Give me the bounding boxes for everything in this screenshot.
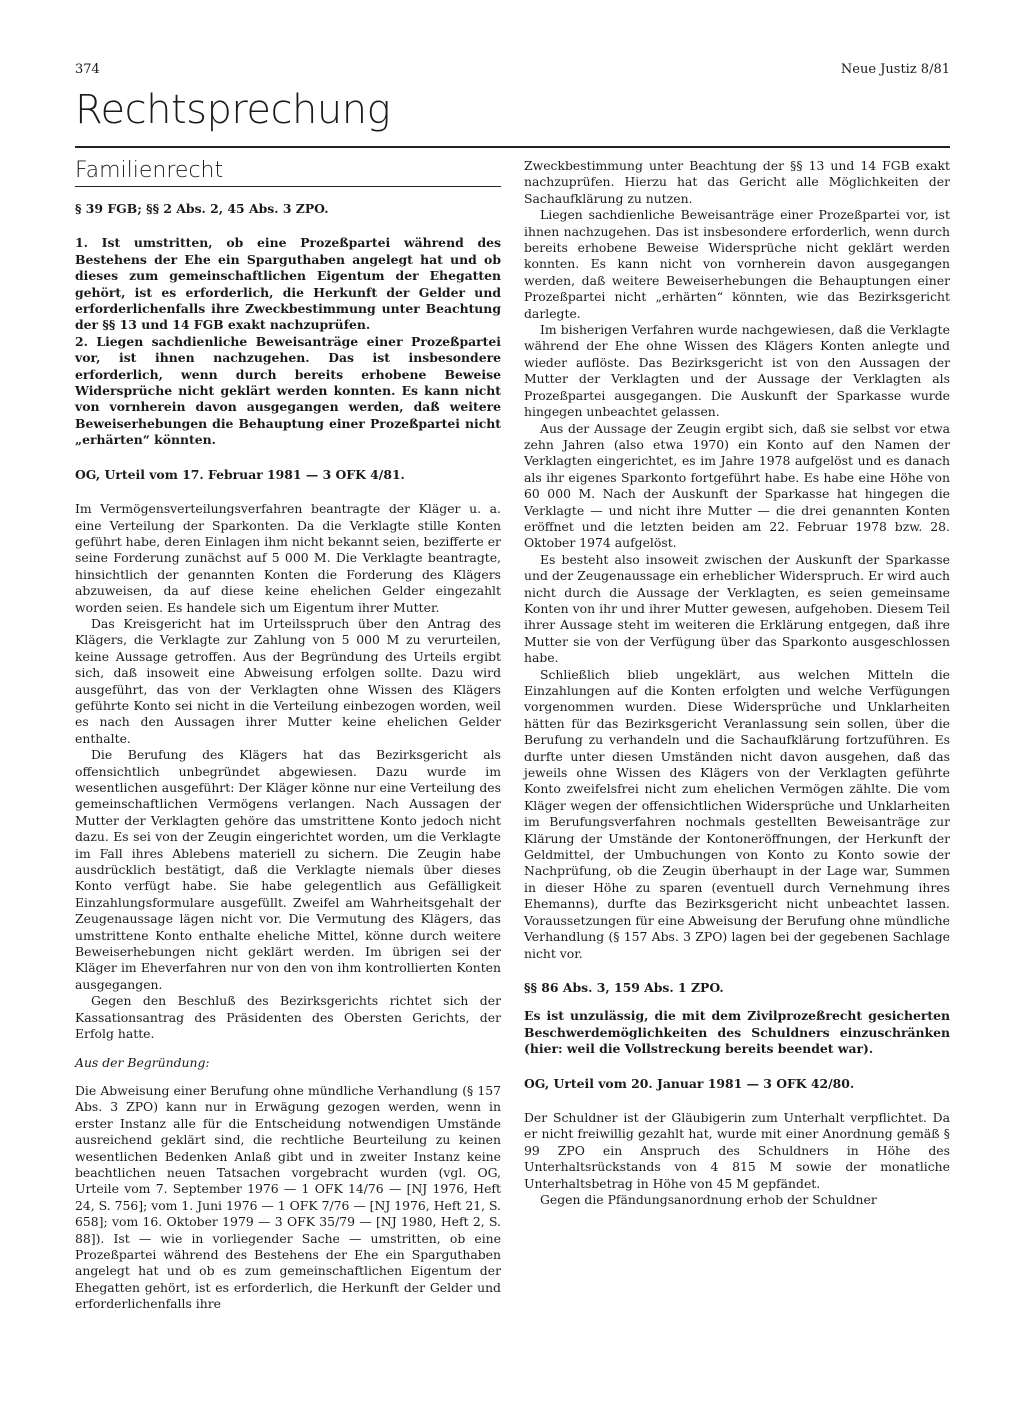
case1-norms: § 39 FGB; §§ 2 Abs. 2, 45 Abs. 3 ZPO. (75, 201, 329, 216)
case1-reasons-paragraph: Aus der Aussage der Zeugin ergibt sich, daß sie selbst vor etwa zehn Jahren (also etwa 1970) ein Konto auf den Namen der Verklagten eingerichtet, es im Jahre 1978 aufgelöst und es danach als ihr eigenes Sparkonto fortgeführt habe. Es habe eine Höhe von 60 000 M. Nach der Auskunft der Sparkasse hat hingegen die Verklagte — und nicht ihre Mutter — die drei genannten Konten eröffnet und die letzten beiden am 22. Februar 1978 bzw. 28. Oktober 1974 aufgelöst. (524, 420, 950, 551)
case1-paragraph: Die Berufung des Klägers hat das Bezirksgericht als offensichtlich unbegründet abgewiesen. Dazu wurde im wesentlichen ausgeführt: Der Kläger könne nur eine Verteilung des gemeinschaftlichen Vermögens verlangen. Nach Aussagen der Mutter der Verklagten gehöre das umstrittene Konto jedoch nicht dazu. Es sei von der Zeugin eingerichtet worden, um die Verklagte im Fall ihres Ablebens materiell zu sichern. Die Zeugin habe ausdrücklich bestätigt, daß die Verklagte niemals über dieses Konto verfügt habe. Sie habe gelegentlich aus Gefälligkeit Einzahlungsformulare ausgefüllt. Zweifel am Wahrheitsgehalt der Zeugenaussage lägen nicht vor. Die Vermutung des Klägers, das umstrittene Konto enthalte eheliche Mittel, könne durch weitere Beweiserhebungen nicht geklärt werden. Im übrigen sei der Kläger im Eheverfahren nur von den von ihm kontrollierten Konten ausgegangen. (75, 747, 501, 992)
case1-reasons-paragraph: Schließlich blieb ungeklärt, aus welchen Mitteln die Einzahlungen auf die Konten erfolgten und welche Verfügungen vorgenommen wurden. Diese Widersprüche und Unklarheiten hätten für das Bezirksgericht Veranlassung sein sollen, über die Berufung zu verhandeln und die Sachaufklärung fortzuführen. Es durfte unter diesen Umständen nicht davon ausgehen, daß das jeweils ohne Wissen des Klägers von der Verklagten geführte Konto zweifelsfrei nicht zum ehelichen Vermögen zählte. Die vom Kläger wegen der offensichtlichen Widersprüche und Unklarheiten im Berufungsverfahren nochmals gestellten Beweisanträge zur Klärung der Umstände der Kontoneröffnungen, der Herkunft der Geldmittel, der Umbuchungen von Konto zu Konto sowie der Nachprüfung, ob die Zeugin überhaupt in der Lage war, Summen in dieser Höhe zu sparen (eventuell durch Vernehmung ihres Ehemanns), durfte das Bezirksgericht nicht unbeachtet lassen. Voraussetzungen für eine Abweisung der Berufung ohne mündliche Verhandlung (§ 157 Abs. 3 ZPO) lagen bei der gegebenen Sachlage nicht vor. (524, 666, 950, 961)
case1-reasons-paragraph: Die Abweisung einer Berufung ohne mündliche Verhandlung (§ 157 Abs. 3 ZPO) kann nur in Erwägung gezogen werden, wenn in erster Instanz alle für die Entscheidung notwendigen Umstände ausreichend geklärt sind, die rechtliche Beurteilung zu keinen wesentlichen Bedenken Anlaß gibt und in zweiter Instanz keine beachtlichen neuen Tatsachen vorgebracht wurden (vgl. OG, Urteile vom 7. September 1976 — 1 OFK 14/76 — [NJ 1976, Heft 24, S. 756]; vom 1. Juni 1976 — 1 OFK 7/76 — [NJ 1976, Heft 21, S. 658]; vom 16. Oktober 1979 — 3 OFK 35/79 — [NJ 1980, Heft 2, S. 88]). Ist — wie in vorliegender Sache — umstritten, ob eine Prozeßpartei während des Bestehens der Ehe ein Sparguthaben angelegt hat und ob es zum gemeinschaftlichen Eigentum der Ehegatten gehört, ist es erforderlich, die Herkunft der Gelder und erforderlichenfalls ihre (75, 1082, 501, 1312)
case1-reasons-paragraph: Im bisherigen Verfahren wurde nachgewiesen, daß die Verklagte während der Ehe ohne Wissen des Klägers Konten anlegte und wieder auflöste. Das Bezirksgericht ist von den Aussagen der Mutter der Verklagten und der Aussage der Verklagten als Prozeßpartei ausgegangen. Die Auskunft der Sparkasse wurde hingegen unbeachtet gelassen. (524, 322, 950, 420)
case1-citation: OG, Urteil vom 17. Februar 1981 — 3 OFK 4/81. (75, 466, 405, 482)
case2-guideline: Es ist unzulässig, die mit dem Zivilprozeßrecht gesicherten Beschwerdemöglichkeiten des Schuldners einzuschränken (hier: weil die Vollstreckung bereits beendet war). (524, 1008, 950, 1057)
case1-paragraph: Gegen den Beschluß des Bezirksgerichts richtet sich der Kassationsantrag des Präsidenten des Obersten Gerichts, der Erfolg hatte. (75, 993, 501, 1042)
rubric-divider (75, 146, 950, 148)
case1-paragraph: Das Kreisgericht hat im Urteilsspruch über den Antrag des Klägers, die Verklagte zur Zahlung von 5 000 M zu verurteilen, keine Aussage getroffen. Aus der Begründung des Urteils ergibt sich, daß insoweit eine Abweisung erfolgen sollte. Dazu wird ausgeführt, das von der Verklagten ohne Wissen des Klägers geführte Konto sei nicht in die Verteilung einbezogen worden, weil es nach den Aussagen ihrer Mutter keine ehelichen Gelder enthalte. (75, 615, 501, 746)
case1-paragraph: Im Vermögensverteilungsverfahren beantragte der Kläger u. a. eine Verteilung der Sparkonten. Da die Verklagte stille Konten geführt habe, deren Einlagen ihm nicht bekannt seien, bezifferte er seine Forderung zunächst auf 5 000 M. Die Verklagte beantragte, hinsichtlich der genannten Konten die Forderung des Klägers abzuweisen, da auf diese keine ehelichen Gelder eingezahlt worden seien. Es handele sich um Eigentum ihrer Mutter. (75, 501, 501, 615)
page-number: 374 (75, 62, 100, 77)
case1-guideline-1: 1. Ist umstritten, ob eine Prozeßpartei während des Bestehens der Ehe ein Sparguthaben angelegt hat und ob dieses zum gemeinschaftlichen Eigentum der Ehegatten gehört, ist es erforderlich, die Herkunft der Gelder und erforderlichenfalls ihre Zweckbestimmung unter Beachtung der §§ 13 und 14 FGB exakt nachzuprüfen. (75, 235, 501, 333)
page-header (75, 62, 950, 82)
section-divider (75, 186, 501, 187)
right-column (524, 158, 950, 1208)
case2-paragraph: Der Schuldner ist der Gläubigerin zum Unterhalt verpflichtet. Da er nicht freiwillig gezahlt hat, wurde mit einer Anordnung gemäß § 99 ZPO ein Anspruch des Schuldners in Höhe des Unterhaltsrückstands von 4 815 M sowie der monatliche Unterhaltsbetrag in Höhe von 45 M gepfändet. (524, 1109, 950, 1191)
case1-guideline-2: 2. Liegen sachdienliche Beweisanträge einer Prozeßpartei vor, ist ihnen nachzugehen. Das ist insbesondere erforderlich, wenn durch bereits erhobene Beweise Widersprüche nicht geklärt werden konnten. Es kann nicht von vornherein davon ausgegangen werden, daß weitere Beweiserhebungen die Behauptung einer Prozeßpartei nicht „erhärten“ könnten. (75, 333, 501, 448)
case1-reasons-paragraph: Zweckbestimmung unter Beachtung der §§ 13 und 14 FGB exakt nachzuprüfen. Hierzu hat das Gericht alle Möglichkeiten der Sachaufklärung zu nutzen. (524, 158, 950, 206)
rubric-title: Rechtsprechung (75, 87, 391, 133)
left-column (75, 158, 501, 1313)
journal-page (75, 62, 950, 1312)
section-title: Familienrecht (75, 158, 224, 183)
reasons-heading: Aus der Begründung: (75, 1054, 210, 1070)
case1-reasons-paragraph: Liegen sachdienliche Beweisanträge einer Prozeßpartei vor, ist ihnen nachzugehen. Das ist insbesondere erforderlich, wenn durch bereits erhobene Beweise Widersprüche nicht geklärt werden konnten. Es kann nicht von vornherein davon ausgegangen werden, daß weitere Beweiserhebungen die Behauptungen einer Prozeßpartei nicht „erhärten“ könnten, wie das Bezirksgericht darlegte. (524, 207, 950, 321)
case2-citation: OG, Urteil vom 20. Januar 1981 — 3 OFK 42/80. (524, 1075, 855, 1091)
case2-norms: §§ 86 Abs. 3, 159 Abs. 1 ZPO. (524, 979, 724, 995)
case2-paragraph: Gegen die Pfändungsanordnung erhob der Schuldner (540, 1191, 877, 1207)
case1-reasons-paragraph: Es besteht also insoweit zwischen der Auskunft der Sparkasse und der Zeugenaussage ein erheblicher Widerspruch. Er wird auch nicht durch die Aussage der Verklagten, es seien gemeinsame Konten von ihr und ihrer Mutter gewesen, aufgehoben. Diesem Teil ihrer Aussage steht im weiteren die Erklärung entgegen, daß ihre Mutter sie von der Verfügung über das Sparkonto ausgeschlossen habe. (524, 551, 950, 666)
journal-issue: Neue Justiz 8/81 (840, 62, 950, 77)
